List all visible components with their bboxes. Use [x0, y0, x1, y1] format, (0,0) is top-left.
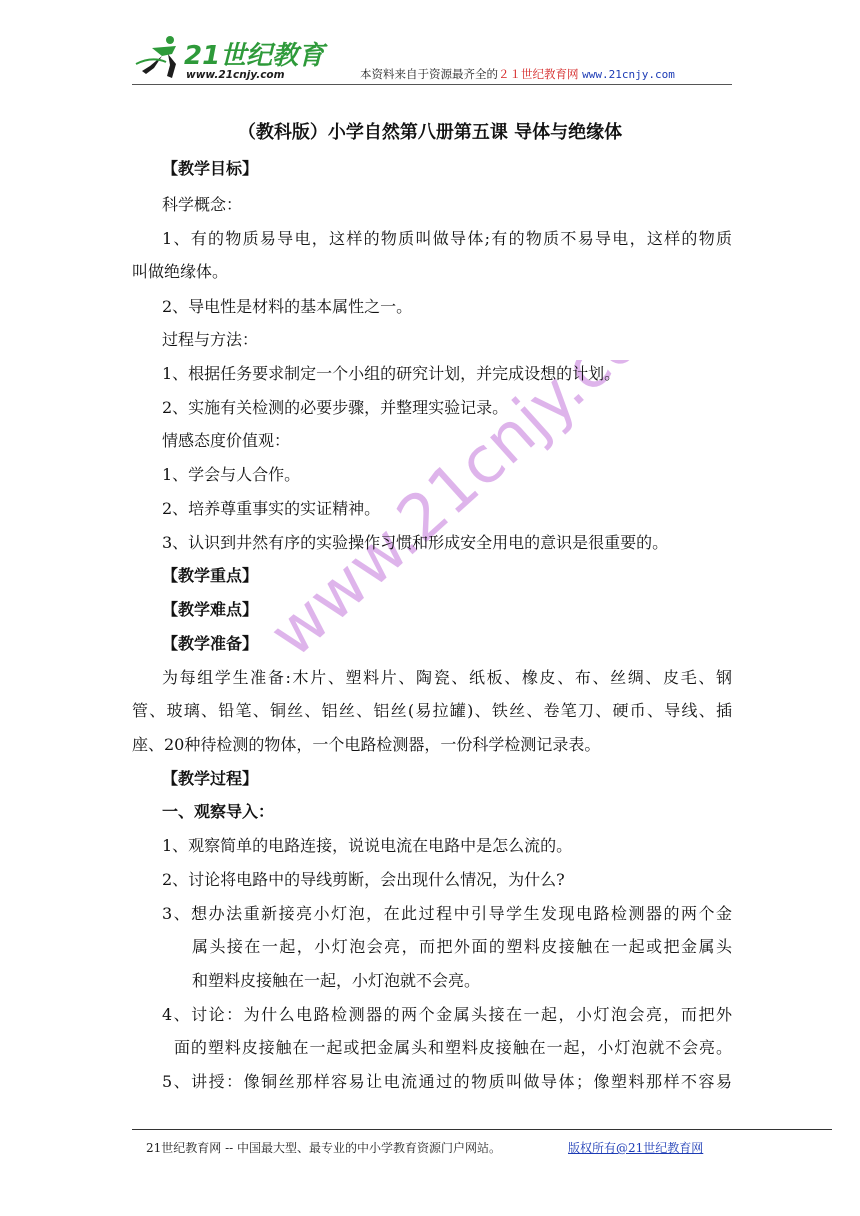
body-line: 2、实施有关检测的必要步骤，并整理实验记录。: [162, 398, 509, 417]
body-line: 叫做绝缘体。: [132, 262, 229, 281]
watermark-text: www.21cnjy.com: [256, 360, 630, 672]
logo-text: 21世纪教育: [184, 41, 325, 71]
header-brand: ２１世纪教育网: [498, 67, 579, 81]
body-line: 过程与方法：: [162, 330, 259, 349]
header-note: 本资料来自于资源最齐全的２１世纪教育网 www.21cnjy.com: [360, 67, 675, 81]
body-line: 2、讨论将电路中的导线剪断，会出现什么情况，为什么?: [162, 870, 565, 889]
body-line: 座、20种待检测的物体，一个电路检测器，一份科学检测记录表。: [132, 735, 601, 754]
heading-difficulties: 【教学难点】: [162, 600, 259, 619]
footer-divider: [132, 1129, 832, 1130]
heading-key-points: 【教学重点】: [162, 566, 259, 585]
body-line: 1、观察简单的电路连接，说说电流在电路中是怎么流的。: [162, 836, 573, 855]
body-line: 5、讲授：像铜丝那样容易让电流通过的物质叫做导体；像塑料那样不容易: [162, 1072, 732, 1091]
site-logo: [132, 34, 342, 84]
body-line: 面的塑料皮接触在一起或把金属头和塑料皮接触在一起，小灯泡就不会亮。: [174, 1038, 732, 1057]
body-line: 1、有的物质易导电，这样的物质叫做导体;有的物质不易导电，这样的物质: [162, 229, 732, 248]
footer-copyright-link[interactable]: 版权所有@21世纪教育网: [568, 1141, 704, 1155]
body-line: 属头接在一起，小灯泡会亮，而把外面的塑料皮接触在一起或把金属头: [192, 937, 732, 956]
header-divider: [132, 84, 732, 85]
heading-process: 【教学过程】: [162, 769, 259, 788]
body-line: 为每组学生准备:木片、塑料片、陶瓷、纸板、橡皮、布、丝绸、皮毛、钢: [162, 668, 732, 687]
body-line: 情感态度价值观：: [162, 431, 291, 450]
body-line: 2、导电性是材料的基本属性之一。: [162, 297, 413, 316]
body-line: 管、玻璃、铅笔、铜丝、铝丝、铝丝(易拉罐)、铁丝、卷笔刀、硬币、导线、插: [132, 701, 732, 720]
body-line: 1、学会与人合作。: [162, 465, 301, 484]
body-line: 科学概念：: [162, 195, 243, 214]
heading-preparation: 【教学准备】: [162, 634, 259, 653]
logo-url: www.21cnjy.com: [186, 69, 285, 81]
body-line: 1、根据任务要求制定一个小组的研究计划，并完成设想的计划。: [162, 364, 621, 383]
body-line: 4、讨论：为什么电路检测器的两个金属头接在一起，小灯泡会亮，而把外: [162, 1005, 732, 1024]
heading-objectives: 【教学目标】: [162, 159, 259, 178]
body-line: 2、培养尊重事实的实证精神。: [162, 499, 381, 518]
body-line: 3、认识到井然有序的实验操作习惯和形成安全用电的意识是很重要的。: [162, 533, 669, 552]
body-line: 和塑料皮接触在一起，小灯泡就不会亮。: [192, 971, 481, 990]
section-heading-intro: 一、观察导入：: [162, 802, 275, 821]
header-url-link[interactable]: www.21cnjy.com: [582, 68, 675, 81]
body-line: 3、想办法重新接亮小灯泡，在此过程中引导学生发现电路检测器的两个金: [162, 904, 732, 923]
footer-text: 21世纪教育网 -- 中国最大型、最专业的中小学教育资源门户网站。: [146, 1141, 502, 1155]
document-title: （教科版）小学自然第八册第五课 导体与绝缘体: [237, 122, 623, 143]
